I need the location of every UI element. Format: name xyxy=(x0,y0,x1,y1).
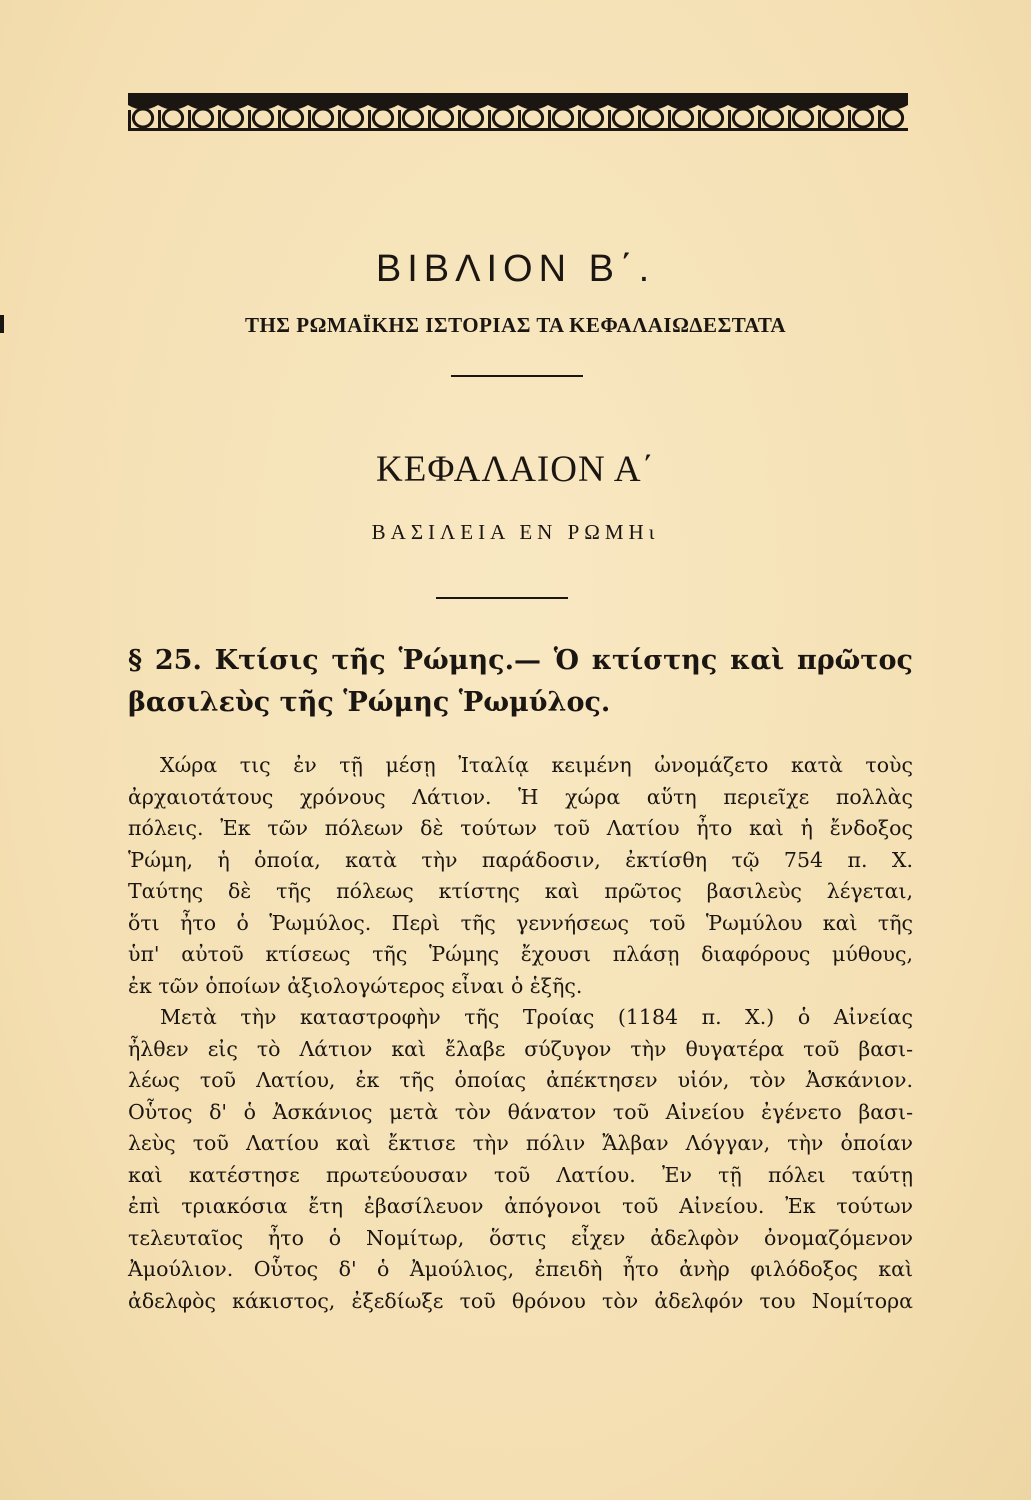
body-line: ἦλθεν εἰς τὸ Λάτιον καὶ ἔλαβε σύζυγον τὴν θυγατέρα τοῦ βασι- xyxy=(128,1036,913,1061)
divider-rule xyxy=(451,375,583,377)
divider-rule xyxy=(436,597,568,599)
chapter-subtitle: ΒΑΣΙΛΕΙΑ ΕΝ ΡΩΜΗι xyxy=(371,520,660,544)
book-title: ΒΙΒΛΙΟΝ Β΄. xyxy=(375,248,656,290)
decorative-border-ornament xyxy=(128,92,908,132)
body-text xyxy=(128,750,913,1317)
body-line: ἀρχαιοτάτους χρόνους Λάτιον. Ἡ χώρα αὕτη περιεῖχε πολλὰς xyxy=(128,784,913,809)
section-heading-line: βασιλεὺς τῆς Ῥώμης Ῥωμύλος. xyxy=(128,687,611,718)
body-line: λεὺς τοῦ Λατίου καὶ ἔκτισε τὴν πόλιν Ἄλβαν Λόγγαν, τὴν ὁποίαν xyxy=(128,1131,913,1155)
body-line: Χώρα τις ἐν τῇ μέσῃ Ἰταλίᾳ κειμένη ὠνομάζετο κατὰ τοὺς xyxy=(160,753,913,777)
body-line: Ῥώμη, ἡ ὁποία, κατὰ τὴν παράδοσιν, ἐκτίσθη τῷ 754 π. Χ. xyxy=(128,847,913,872)
body-line: ἀδελφὸς κάκιστος, ἐξεδίωξε τοῦ θρόνου τὸν ἀδελφόν του Νομίτορα xyxy=(128,1288,913,1313)
body-line: πόλεις. Ἐκ τῶν πόλεων δὲ τούτων τοῦ Λατίου ἦτο καὶ ἡ ἔνδοξος xyxy=(128,816,913,840)
body-line: καὶ κατέστησε πρωτεύουσαν τοῦ Λατίου. Ἐν τῇ πόλει ταύτῃ xyxy=(128,1162,913,1187)
body-line: λέως τοῦ Λατίου, ἐκ τῆς ὁποίας ἀπέκτησεν υἱόν, τὸν Ἀσκάνιον. xyxy=(128,1068,913,1092)
section-heading xyxy=(128,640,913,724)
section-heading-line: § 25. Κτίσις τῆς Ῥώμης.— Ὁ κτίστης καὶ πρῶτος xyxy=(128,645,913,676)
body-line: Μετὰ τὴν καταστροφὴν τῆς Τροίας (1184 π. Χ.) ὁ Αἰνείας xyxy=(160,1005,913,1029)
body-line: ἐπὶ τριακόσια ἔτη ἐβασίλευον ἀπόγονοι τοῦ Αἰνείου. Ἐκ τούτων xyxy=(128,1194,913,1218)
body-line: Ταύτης δὲ τῆς πόλεως κτίστης καὶ πρῶτος βασιλεὺς λέγεται, xyxy=(128,879,913,903)
body-line: Οὗτος δ' ὁ Ἀσκάνιος μετὰ τὸν θάνατον τοῦ Αἰνείου ἐγένετο βασι- xyxy=(128,1099,913,1124)
body-line: τελευταῖος ἦτο ὁ Νομίτωρ, ὅστις εἶχεν ἀδελφὸν ὀνομαζόμενον xyxy=(128,1225,913,1250)
body-line: Ἀμούλιον. Οὗτος δ' ὁ Ἀμούλιος, ἐπειδὴ ἦτο ἀνὴρ φιλόδοξος καὶ xyxy=(128,1257,913,1281)
body-line: ἐκ τῶν ὁποίων ἀξιολογώτερος εἶναι ὁ ἑξῆς. xyxy=(128,973,583,998)
chapter-title: ΚΕΦΑΛΑΙΟΝ Α΄ xyxy=(376,449,655,490)
body-line: ὑπ' αὐτοῦ κτίσεως τῆς Ῥώμης ἔχουσι πλάσῃ διαφόρους μύθους, xyxy=(128,942,913,966)
book-subtitle: ΤΗΣ ΡΩΜΑΪΚΗΣ ΙΣΤΟΡΙΑΣ ΤΑ ΚΕΦΑΛΑΙΩΔΕΣΤΑΤΑ xyxy=(244,313,787,337)
body-line: ὅτι ἦτο ὁ Ῥωμύλος. Περὶ τῆς γεννήσεως τοῦ Ῥωμύλου καὶ τῆς xyxy=(128,910,913,935)
